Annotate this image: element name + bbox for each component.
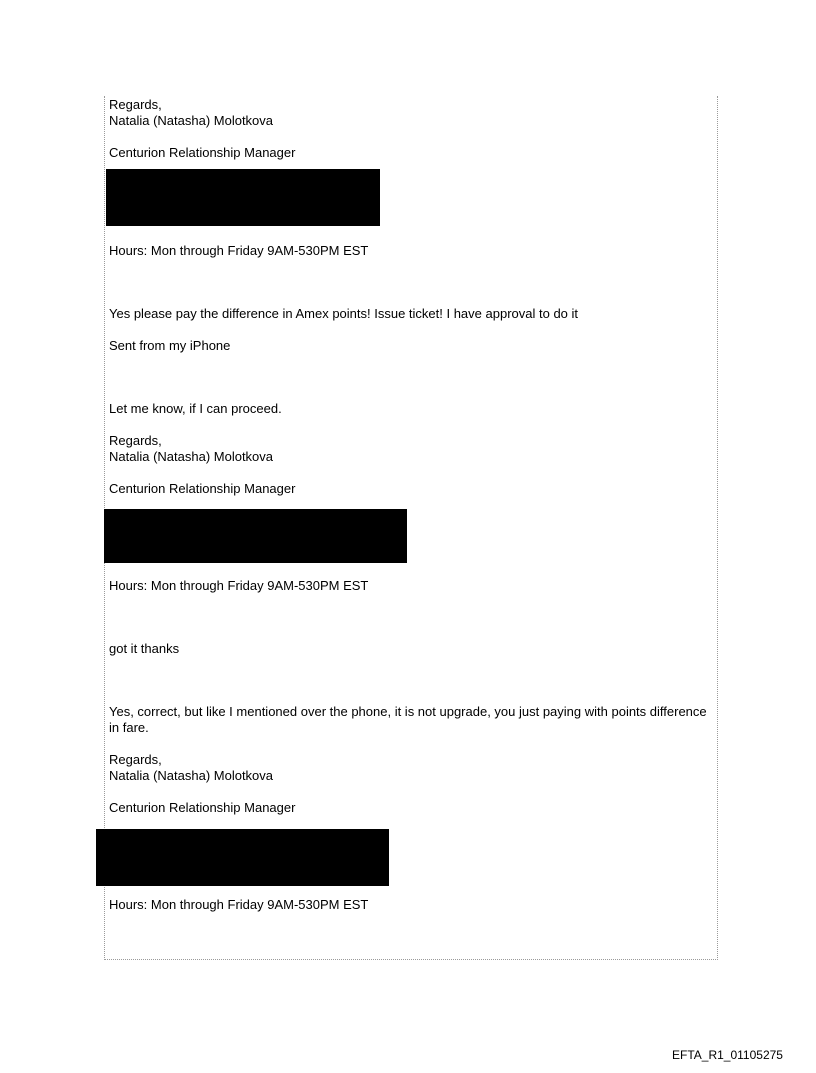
regards-text: Regards, [109,752,162,767]
hours-text: Hours: Mon through Friday 9AM-530PM EST [109,897,369,912]
redaction-box [106,169,380,226]
hours-text: Hours: Mon through Friday 9AM-530PM EST [109,243,369,258]
signature-text: Sent from my iPhone [109,338,231,353]
regards-text: Regards, [109,97,162,112]
sender-name: Natalia (Natasha) Molotkova [109,768,274,783]
message-text: Yes please pay the difference in Amex points! Issue ticket! I have approval to do it [109,306,579,321]
redaction-box [104,509,407,563]
sender-name: Natalia (Natasha) Molotkova [109,449,274,464]
regards-text: Regards, [109,433,162,448]
sender-name: Natalia (Natasha) Molotkova [109,113,274,128]
message-text: Yes, correct, but like I mentioned over the phone, it is not upgrade, you just paying with points difference in fare. [109,704,707,735]
redaction-box [96,829,389,886]
sender-title: Centurion Relationship Manager [109,800,296,815]
hours-text: Hours: Mon through Friday 9AM-530PM EST [109,578,369,593]
sender-title: Centurion Relationship Manager [109,145,296,160]
message-text: Let me know, if I can proceed. [109,401,282,416]
document-id: EFTA_R1_01105275 [672,1048,783,1062]
sender-title: Centurion Relationship Manager [109,481,296,496]
message-text: got it thanks [109,641,180,656]
